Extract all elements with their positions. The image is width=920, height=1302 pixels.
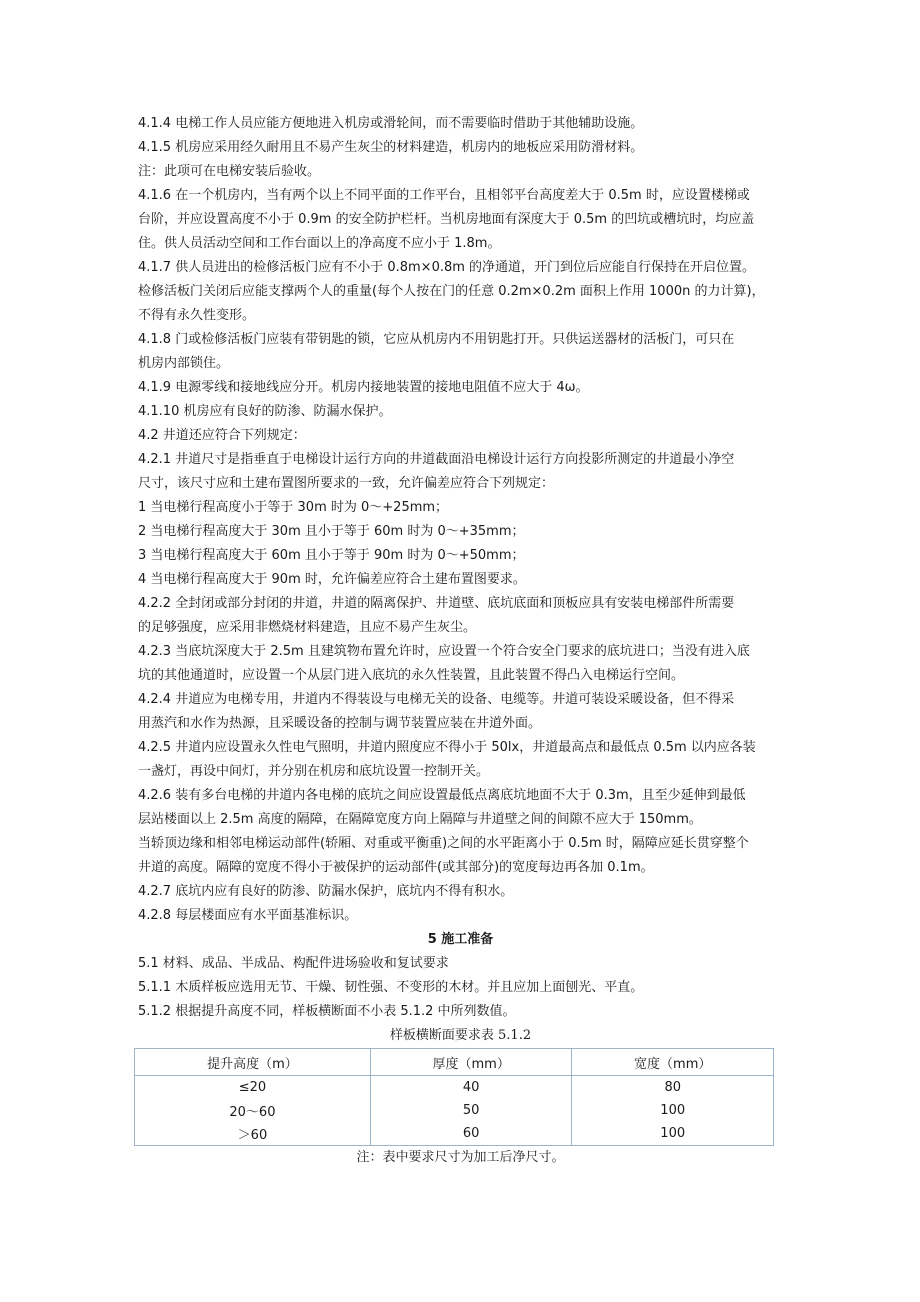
paragraph-line: 4.1.4 电梯工作人员应能方便地进入机房或滑轮间，而不需要临时借助于其他辅助设施。	[138, 116, 644, 131]
table-header-row	[135, 1049, 774, 1076]
paragraph-line: 4.2 井道还应符合下列规定：	[138, 428, 306, 443]
template-section-table	[134, 1048, 774, 1146]
paragraph-line: 注：此项可在电梯安装后验收。	[138, 164, 321, 179]
table-cell: ＞60	[135, 1122, 371, 1146]
header-lift-height: 提升高度（m）	[135, 1049, 371, 1076]
table-cell: 20～60	[135, 1099, 371, 1122]
paragraph-line: 尺寸，该尺寸应和土建布置图所要求的一致，允许偏差应符合下列规定：	[138, 476, 555, 491]
section-heading: 5 施工准备	[427, 932, 494, 947]
table-row	[135, 1099, 774, 1122]
paragraph-line: 住。供人员活动空间和工作台面以上的净高度不应小于 1.8m。	[138, 236, 501, 251]
paragraph-line: 4.1.10 机房应有良好的防渗、防漏水保护。	[138, 404, 392, 419]
table-cell: 50	[370, 1099, 572, 1122]
document-body	[138, 112, 783, 1170]
paragraph-line: 机房内部锁住。	[138, 356, 230, 371]
paragraph-line: 5.1.1 木质样板应选用无节、干燥、韧性强、不变形的木材。并且应加上面刨光、平直。	[138, 980, 644, 995]
table-caption: 样板横断面要求表 5.1.2	[389, 1028, 532, 1043]
paragraph-line: 台阶，并应设置高度不小于 0.9m 的安全防护栏杆。当机房地面有深度大于 0.5m 的凹坑或槽坑时，均应盖	[138, 212, 755, 227]
paragraph-line: 坑的其他通道时，应设置一个从层门进入底坑的永久性装置，且此装置不得凸入电梯运行空间。	[138, 668, 685, 683]
paragraph-line: 层站楼面以上 2.5m 高度的隔障，在隔障宽度方向上隔障与井道壁之间的间隙不应大于 150mm。	[138, 812, 702, 827]
paragraph-line: 检修活板门关闭后应能支撑两个人的重量(每个人按在门的任意 0.2m×0.2m 面积上作用 1000n 的力计算)，	[138, 284, 765, 299]
section-5-text	[138, 952, 783, 1024]
table-row	[135, 1076, 774, 1100]
paragraph-line: 一盏灯，再设中间灯，并分别在机房和底坑设置一控制开关。	[138, 764, 490, 779]
table-cell: 100	[572, 1122, 774, 1146]
table-note: 注：表中要求尺寸为加工后净尺寸。	[356, 1150, 565, 1165]
paragraph-line: 不得有永久性变形。	[138, 308, 256, 323]
paragraph-line: 4.2.8 每层楼面应有水平面基准标识。	[138, 908, 358, 923]
section-4-text	[138, 112, 783, 928]
paragraph-line: 用蒸汽和水作为热源，且采暖设备的控制与调节装置应装在井道外面。	[138, 716, 542, 731]
paragraph-line: 4.2.2 全封闭或部分封闭的井道，井道的隔离保护、井道壁、底坑底面和顶板应具有安装电梯部件所需要	[138, 596, 735, 611]
paragraph-line: 3 当电梯行程高度大于 60m 且小于等于 90m 时为 0～+50mm；	[138, 548, 525, 563]
paragraph-line: 1 当电梯行程高度小于等于 30m 时为 0～+25mm；	[138, 500, 449, 515]
paragraph-line: 4.2.4 井道应为电梯专用，井道内不得装设与电梯无关的设备、电缆等。井道可装设采暖设备，但不得采	[138, 692, 735, 707]
table-cell: 60	[370, 1122, 572, 1146]
paragraph-line: 4.1.7 供人员进出的检修活板门应有不小于 0.8m×0.8m 的净通道，开门到位后应能自行保持在开启位置。	[138, 260, 756, 275]
table-row	[135, 1122, 774, 1146]
paragraph-line: 4.1.5 机房应采用经久耐用且不易产生灰尘的材料建造，机房内的地板应采用防滑材料。	[138, 140, 644, 155]
paragraph-line: 4.2.5 井道内应设置永久性电气照明，井道内照度应不得小于 50lx，井道最高点和最低点 0.5m 以内应各装	[138, 740, 756, 755]
paragraph-line: 4 当电梯行程高度大于 90m 时，允许偏差应符合土建布置图要求。	[138, 572, 526, 587]
paragraph-line: 4.2.6 装有多台电梯的井道内各电梯的底坑之间应设置最低点离底坑地面不大于 0.3m，且至少延伸到最低	[138, 788, 746, 803]
paragraph-line: 当轿顶边缘和相邻电梯运动部件(轿厢、对重或平衡重)之间的水平距离小于 0.5m 时，隔障应延长贯穿整个	[138, 836, 749, 851]
paragraph-line: 的足够强度，应采用非燃烧材料建造，且应不易产生灰尘。	[138, 620, 477, 635]
header-width: 宽度（mm）	[572, 1049, 774, 1076]
table-cell: 40	[370, 1076, 572, 1100]
paragraph-line: 4.1.6 在一个机房内，当有两个以上不同平面的工作平台，且相邻平台高度差大于 0.5m 时，应设置楼梯或	[138, 188, 750, 203]
paragraph-line: 4.1.9 电源零线和接地线应分开。机房内接地装置的接地电阻值不应大于 4ω。	[138, 380, 589, 395]
paragraph-line: 5.1.2 根据提升高度不同，样板横断面不小表 5.1.2 中所列数值。	[138, 1004, 516, 1019]
paragraph-line: 井道的高度。隔障的宽度不得小于被保护的运动部件(或其部分)的宽度每边再各加 0.1m。	[138, 860, 654, 875]
paragraph-line: 4.2.3 当底坑深度大于 2.5m 且建筑物布置允许时，应设置一个符合安全门要求的底坑进口；当没有进入底	[138, 644, 750, 659]
paragraph-line: 2 当电梯行程高度大于 30m 且小于等于 60m 时为 0～+35mm；	[138, 524, 525, 539]
table-cell: ≤20	[135, 1076, 371, 1100]
table-cell: 100	[572, 1099, 774, 1122]
header-thickness: 厚度（mm）	[370, 1049, 572, 1076]
paragraph-line: 5.1 材料、成品、半成品、构配件进场验收和复试要求	[138, 956, 449, 971]
paragraph-line: 4.2.1 井道尺寸是指垂直于电梯设计运行方向的井道截面沿电梯设计运行方向投影所测定的井道最小净空	[138, 452, 735, 467]
table-cell: 80	[572, 1076, 774, 1100]
paragraph-line: 4.2.7 底坑内应有良好的防渗、防漏水保护，底坑内不得有积水。	[138, 884, 514, 899]
paragraph-line: 4.1.8 门或检修活板门应装有带钥匙的锁，它应从机房内不用钥匙打开。只供运送器材的活板门，可只在	[138, 332, 735, 347]
